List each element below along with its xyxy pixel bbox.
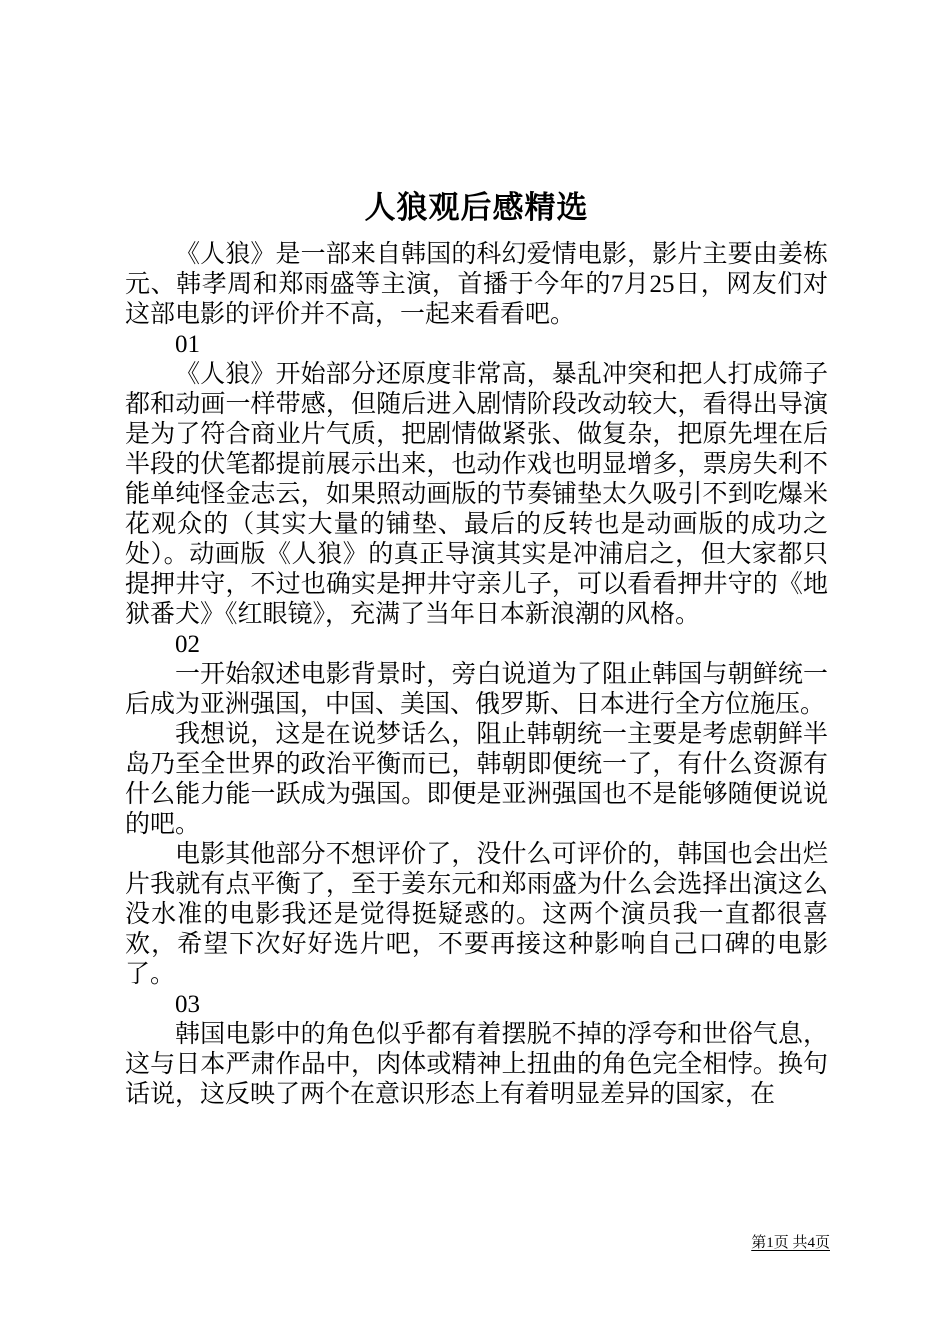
section-marker: 01 <box>175 331 200 358</box>
page-footer <box>751 1234 830 1252</box>
paragraph: 韩国电影中的角色似乎都有着摆脱不掉的浮夸和世俗气息，这与日本严肃作品中，肉体或精神上扭曲的角色完全相悖。换句话说，这反映了两个在意识形态上有着明显差异的国家，在 <box>125 1021 828 1108</box>
paragraph: 我想说，这是在说梦话么，阻止韩朝统一主要是考虑朝鲜半岛乃至全世界的政治平衡而已，韩朝即便统一了，有什么资源有什么能力能一跃成为强国。即便是亚洲强国也不是能够随便说说的吧。 <box>125 721 828 838</box>
paragraph: 《人狼》是一部来自韩国的科幻爱情电影，影片主要由姜栋元、韩孝周和郑雨盛等主演，首播于今年的7月25日，网友们对这部电影的评价并不高，一起来看看吧。 <box>125 241 828 328</box>
document-body <box>125 240 828 1110</box>
document-title: 人狼观后感精选 <box>364 190 589 225</box>
paragraph: 一开始叙述电影背景时，旁白说道为了阻止韩国与朝鲜统一后成为亚洲强国，中国、美国、俄罗斯、日本进行全方位施压。 <box>125 661 828 718</box>
section-marker: 02 <box>175 631 200 658</box>
page-number-label: 第1页 共4页 <box>751 1235 830 1251</box>
paragraph: 电影其他部分不想评价了，没什么可评价的，韩国也会出烂片我就有点平衡了，至于姜东元和郑雨盛为什么会选择出演这么没水准的电影我还是觉得挺疑惑的。这两个演员我一直都很喜欢，希望下次好好选片吧，不要再接这种影响自己口碑的电影了。 <box>125 841 828 988</box>
paragraph: 《人狼》开始部分还原度非常高，暴乱冲突和把人打成筛子都和动画一样带感，但随后进入剧情阶段改动较大，看得出导演是为了符合商业片气质，把剧情做紧张、做复杂，把原先埋在后半段的伏笔都提前展示出来，也动作戏也明显增多，票房失利不能单纯怪金志云，如果照动画版的节奏铺垫太久吸引不到吃爆米花观众的（其实大量的铺垫、最后的反转也是动画版的成功之处）。动画版《人狼》的真正导演其实是冲浦启之，但大家都只提押井守，不过也确实是押井守亲儿子，可以看看押井守的《地狱番犬》《红眼镜》，充满了当年日本新浪潮的风格。 <box>125 361 828 628</box>
section-marker: 03 <box>175 991 200 1018</box>
